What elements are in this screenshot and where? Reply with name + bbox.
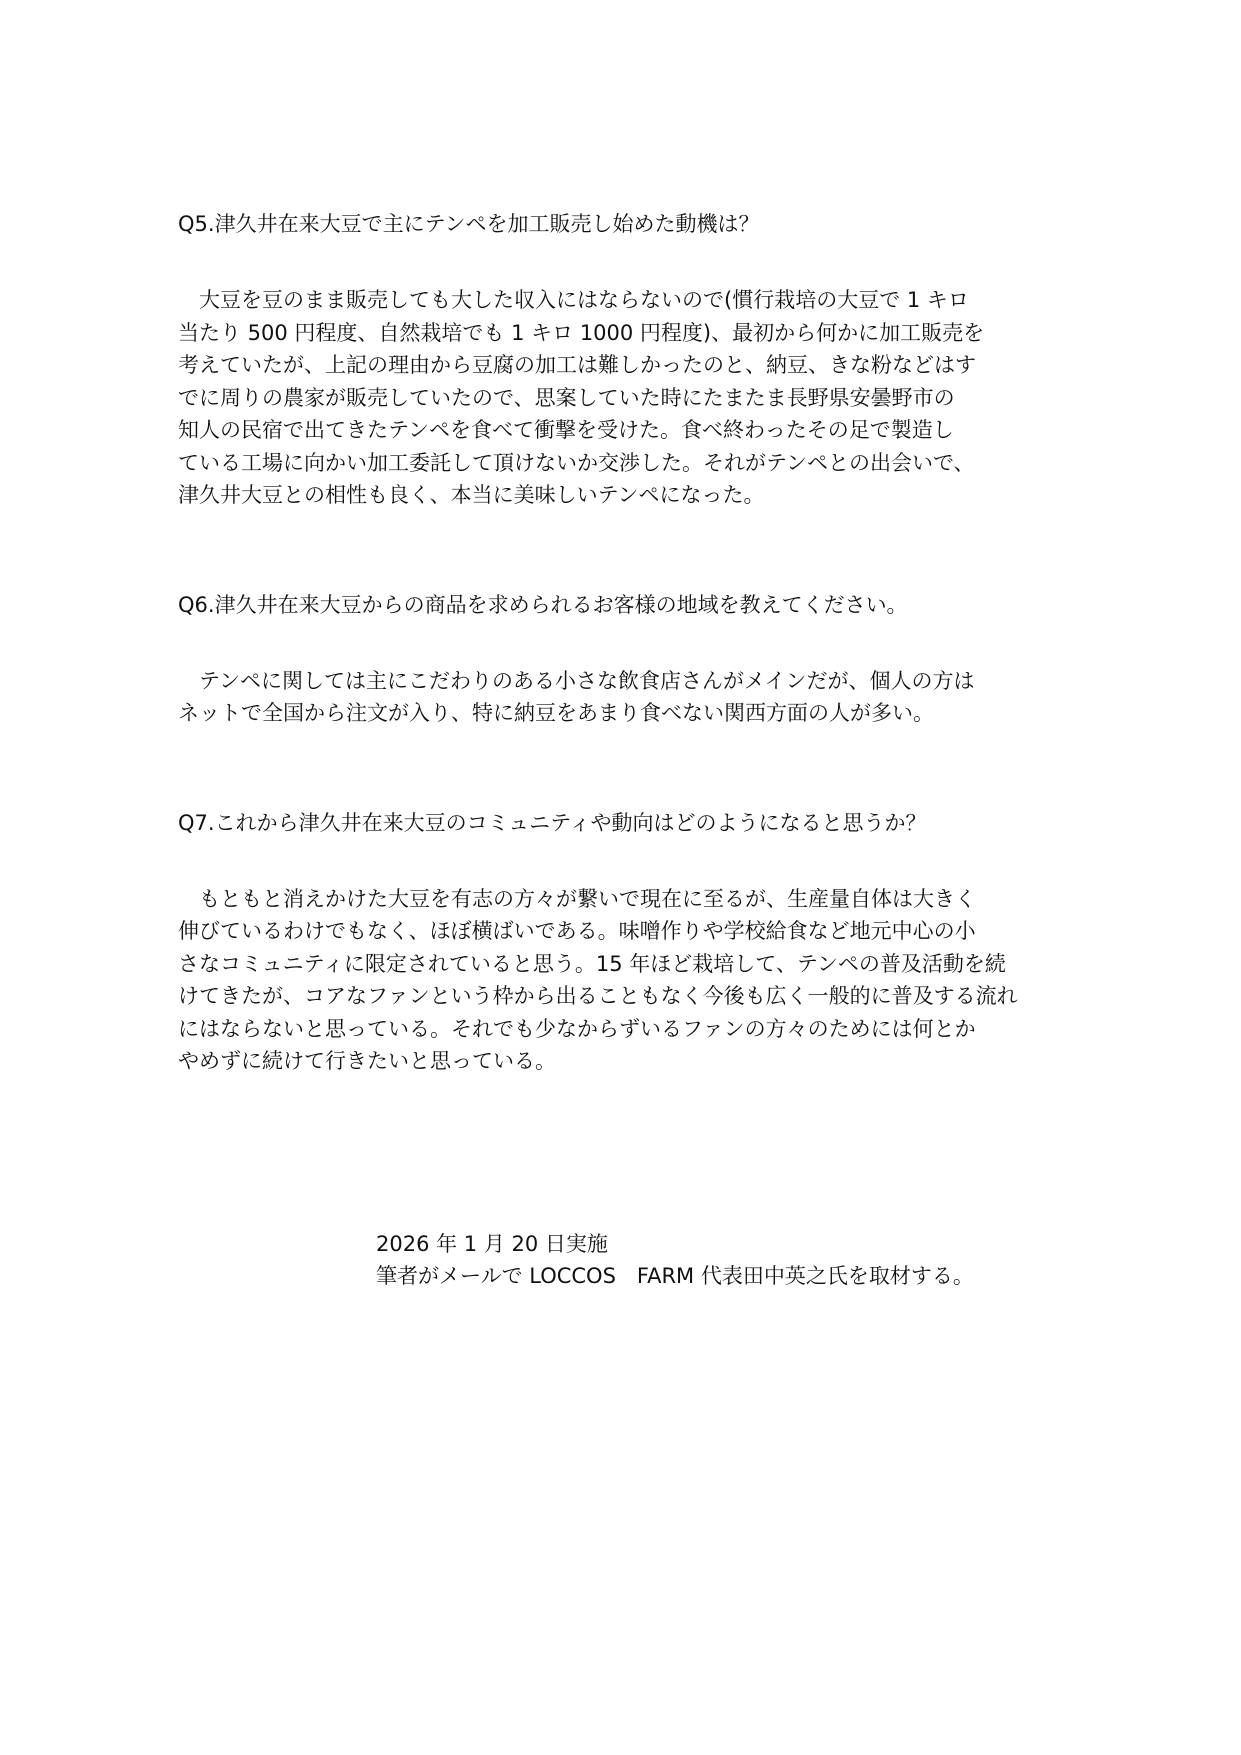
interview-note: 筆者がメールで LOCCOS FARM 代表田中英之氏を取材する。 (376, 1264, 974, 1288)
answer-line: ている工場に向かい加工委託して頂けないか交渉した。それがテンペとの出会いで、 (178, 450, 975, 475)
answer-line: 知人の民宿で出てきたテンペを食べて衝撃を受けた。食べ終わったその足で製造し (178, 418, 954, 442)
answer-line: やめずに続けて行きたいと思っている。 (178, 1049, 556, 1073)
interview-date: 2026 年 1 月 20 日実施 (376, 1232, 608, 1256)
answer-line: 大豆を豆のまま販売しても大した収入にはならないので(慣行栽培の大豆で 1 キロ (178, 288, 969, 312)
answer-line: 津久井大豆との相性も良く、本当に美味しいテンペになった。 (178, 483, 765, 507)
answer-line: ネットで全国から注文が入り、特に納豆をあまり食べない関西方面の人が多い。 (178, 701, 934, 725)
question-heading: Q7.これから津久井在来大豆のコミュニティや動向はどのようになると思うか？ (178, 810, 927, 835)
section-q7 (178, 807, 1068, 1078)
question-heading: Q6.津久井在来大豆からの商品を求められるお客様の地域を教えてください。 (178, 592, 908, 617)
answer-line: けてきたが、コアなファンという枠から出ることもなく今後も広く一般的に普及する流れ (178, 984, 1018, 1008)
answer-line: テンペに関しては主にこだわりのある小さな飲食店さんがメインだが、個人の方は (178, 668, 975, 693)
question-heading: Q5.津久井在来大豆で主にテンペを加工販売し始めた動機は？ (178, 212, 760, 236)
interview-body (178, 208, 1068, 1078)
answer-line: 当たり 500 円程度、自然栽培でも 1 キロ 1000 円程度)、最初から何かに加工販売を (178, 320, 985, 345)
answer-line: でに周りの農家が販売していたので、思案していた時にたまたま長野県安曇野市の (178, 385, 955, 410)
interview-footer (376, 1228, 974, 1292)
answer-line: にはならないと思っている。それでも少なからずいるファンの方々のためには何とか (178, 1016, 976, 1041)
section-q6 (178, 589, 1068, 730)
answer-line: さなコミュニティに限定されていると思う。15 年ほど栽培して、テンペの普及活動を続 (178, 951, 1006, 976)
answer-paragraph (178, 284, 1068, 512)
answer-line: 伸びているわけでもなく、ほぼ横ばいである。味噌作りや学校給食など地元中心の小 (178, 919, 976, 943)
section-q5 (178, 208, 1068, 512)
answer-paragraph (178, 665, 1068, 730)
answer-line: もともと消えかけた大豆を有志の方々が繋いで現在に至るが、生産量自体は大きく (178, 886, 976, 911)
answer-line: 考えていたが、上記の理由から豆腐の加工は難しかったのと、納豆、きな粉などはす (178, 353, 976, 377)
answer-paragraph (178, 883, 1068, 1078)
